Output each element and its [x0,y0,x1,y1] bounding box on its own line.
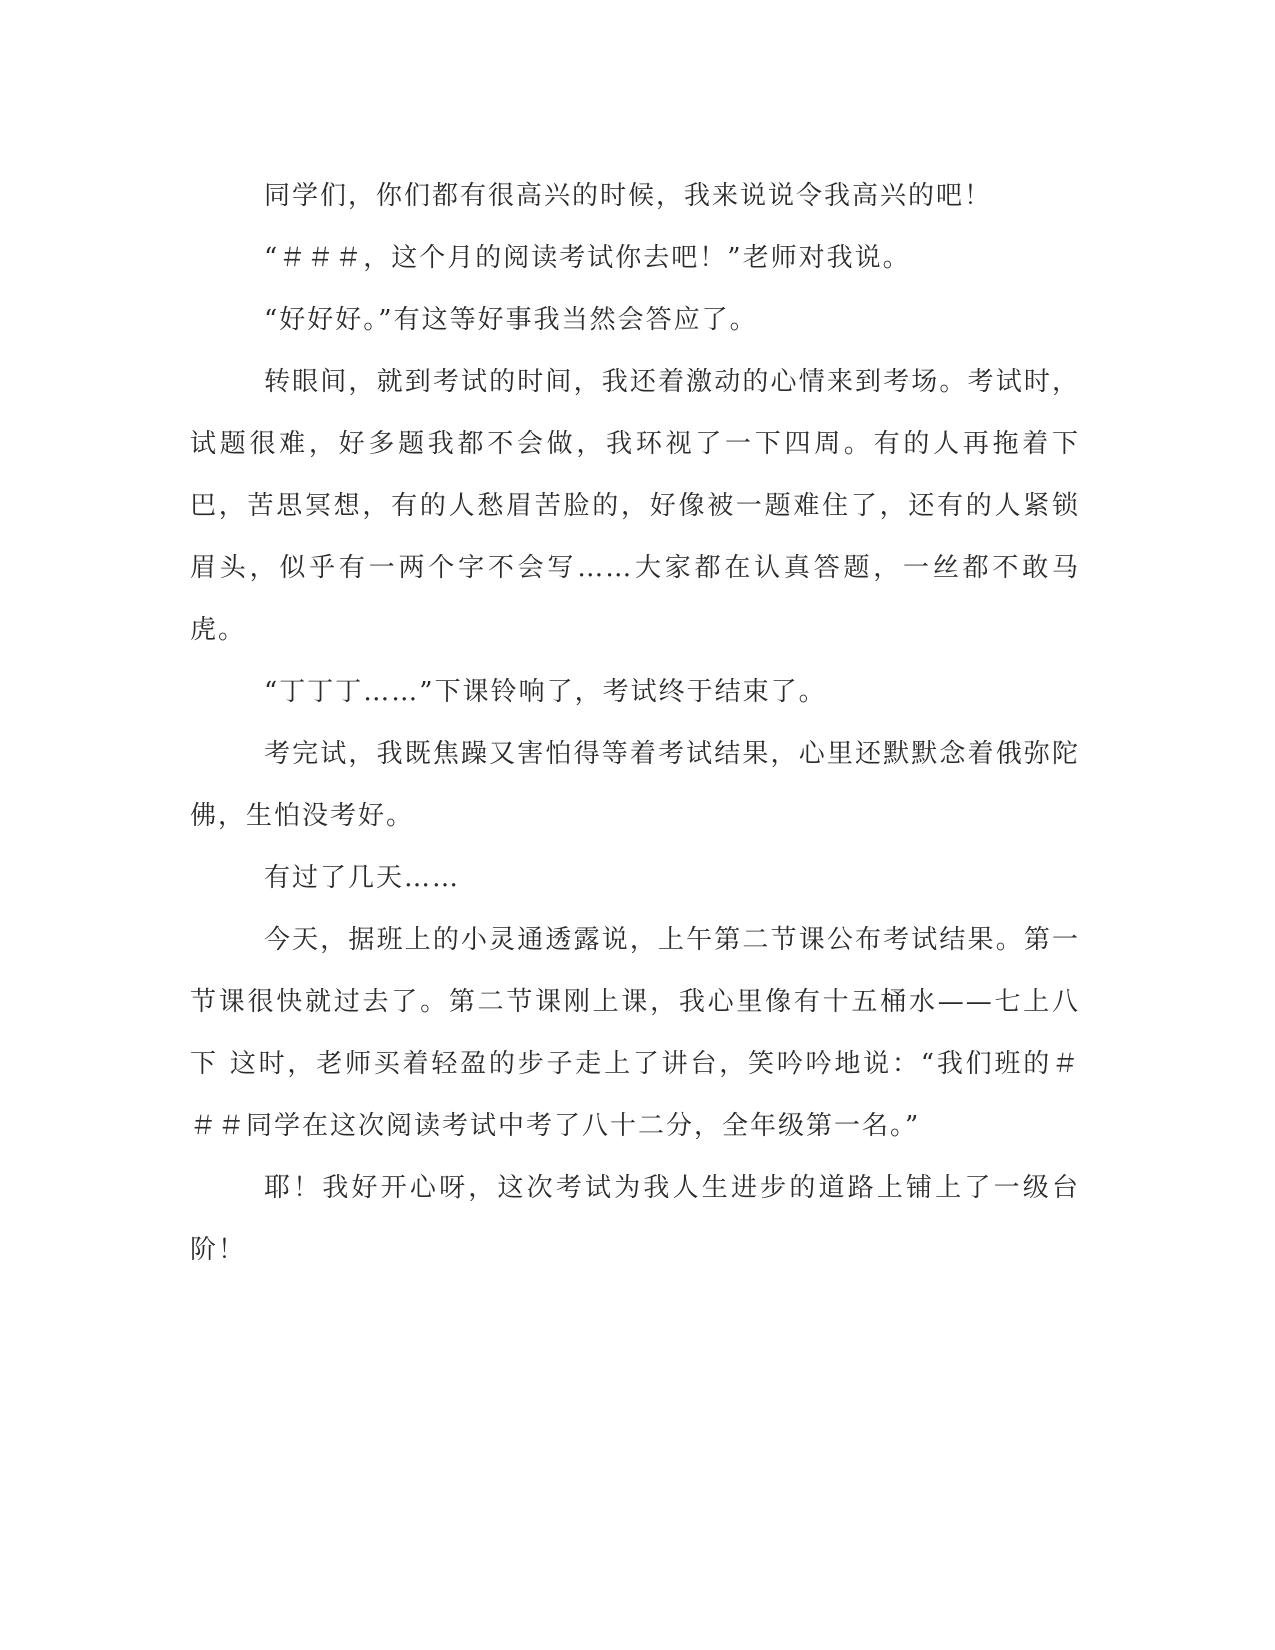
paragraph-7: 有过了几天…… [264,863,461,893]
paragraph-3: “好好好。”有这等好事我当然会答应了。 [264,305,758,335]
paragraph-8: 今天，据班上的小灵通透露说，上午第二节课公布考试结果。第一节课很快就过去了。第二节课刚上课，我心里像有十五桶水——七上八下 这时，老师买着轻盈的步子走上了讲台，笑吟吟地说：“我们班的＃＃＃同学在这次阅读考试中考了八十二分，全年级第一名。” [190,925,1080,1141]
paragraph-1: 同学们，你们都有很高兴的时候，我来说说令我高兴的吧！ [264,181,993,211]
paragraph-2: “＃＃＃，这个月的阅读考试你去吧！”老师对我说。 [264,243,911,273]
paragraph-4: 转眼间，就到考试的时间，我还着激动的心情来到考场。考试时，试题很难，好多题我都不会做，我环视了一下四周。有的人再拖着下巴，苦思冥想，有的人愁眉苦脸的，好像被一题难住了，还有的人紧锁眉头，似乎有一两个字不会写……大家都在认真答题，一丝都不敢马虎。 [190,367,1080,645]
document-body [190,165,1080,1281]
paragraph-9: 耶！我好开心呀，这次考试为我人生进步的道路上铺上了一级台阶！ [190,1173,1080,1265]
paragraph-6: 考完试，我既焦躁又害怕得等着考试结果，心里还默默念着俄弥陀佛，生怕没考好。 [190,739,1080,831]
paragraph-5: “丁丁丁……”下课铃响了，考试终于结束了。 [264,677,827,707]
